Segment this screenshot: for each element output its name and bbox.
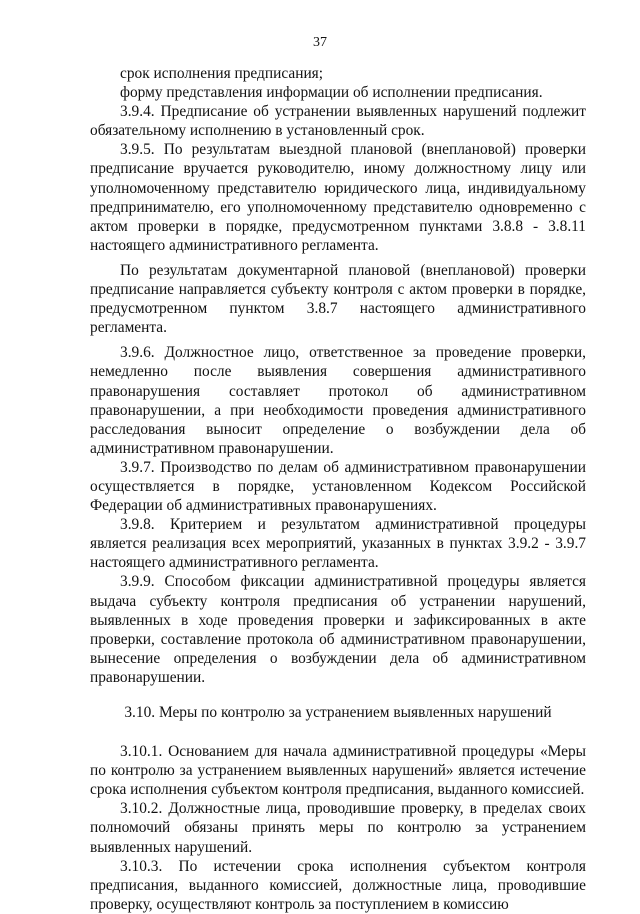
paragraph-3-9-8: 3.9.8. Критерием и результатом административной процедуры является реализация всех мероприятий, указанных в пунктах 3.9.2 - 3.9.7 настоящего административного регламента. <box>90 516 586 572</box>
page-number: 37 <box>313 35 327 50</box>
section-heading: 3.10. Меры по контролю за устранением выявленных нарушений <box>124 704 552 721</box>
paragraph-3-9-4: 3.9.4. Предписание об устранении выявленных нарушений подлежит обязательному исполнению в установленный срок. <box>90 103 586 140</box>
paragraph: форму представления информации об исполнении предписания. <box>120 84 543 102</box>
page-content <box>90 64 586 914</box>
paragraph-3-10-2: 3.10.2. Должностные лица, проводившие проверку, в пределах своих полномочий обязаны принять меры по контролю за устранением выявленных нарушений. <box>90 800 586 856</box>
paragraph: срок исполнения предписания; <box>120 65 324 82</box>
paragraph-3-9-5: 3.9.5. По результатам выездной плановой (внеплановой) проверки предписание вручается руководителю, иному должностному лицу или уполномоченному представителю юридического лица, индивидуальному предпринимателю, его уполномоченному представителю одновременно с актом проверки в порядке, предусмотренном пунктами 3.8.8 - 3.8.11 настоящего административного регламента. <box>90 141 586 254</box>
paragraph-3-9-9: 3.9.9. Способом фиксации административной процедуры является выдача субъекту контроля предписания об устранении нарушений, выявленных в ходе проведения проверки и зафиксированных в акте проверки, составление протокола об административном правонарушении, вынесение определения о возбуждении дела об административном правонарушении. <box>90 573 586 686</box>
paragraph-3-9-6: 3.9.6. Должностное лицо, ответственное за проведение проверки, немедленно после выявления совершения административного правонарушения составляет протокол об административном правонарушении, а при необходимости проведения административного расследования выносит определение о возбуждении дела об административном правонарушении. <box>90 344 586 457</box>
paragraph-3-10-3: 3.10.3. По истечении срока исполнения субъектом контроля предписания, выданного комиссией, должностные лица, проводившие проверку, осуществляют контроль за поступлением в комиссию <box>90 857 586 913</box>
paragraph-3-10-1: 3.10.1. Основанием для начала административной процедуры «Меры по контролю за устранением выявленных нарушений» является истечение срока исполнения субъектом контроля предписания, выданного комиссией. <box>90 743 586 799</box>
paragraph-3-9-7: 3.9.7. Производство по делам об административном правонарушении осуществляется в порядке, установленном Кодексом Российской Федерации об административных правонарушениях. <box>90 458 586 515</box>
paragraph-documentary-check: По результатам документарной плановой (внеплановой) проверки предписание направляется субъекту контроля с актом проверки в порядке, предусмотренном пунктом 3.8.7 настоящего административного регламента. <box>90 261 586 337</box>
